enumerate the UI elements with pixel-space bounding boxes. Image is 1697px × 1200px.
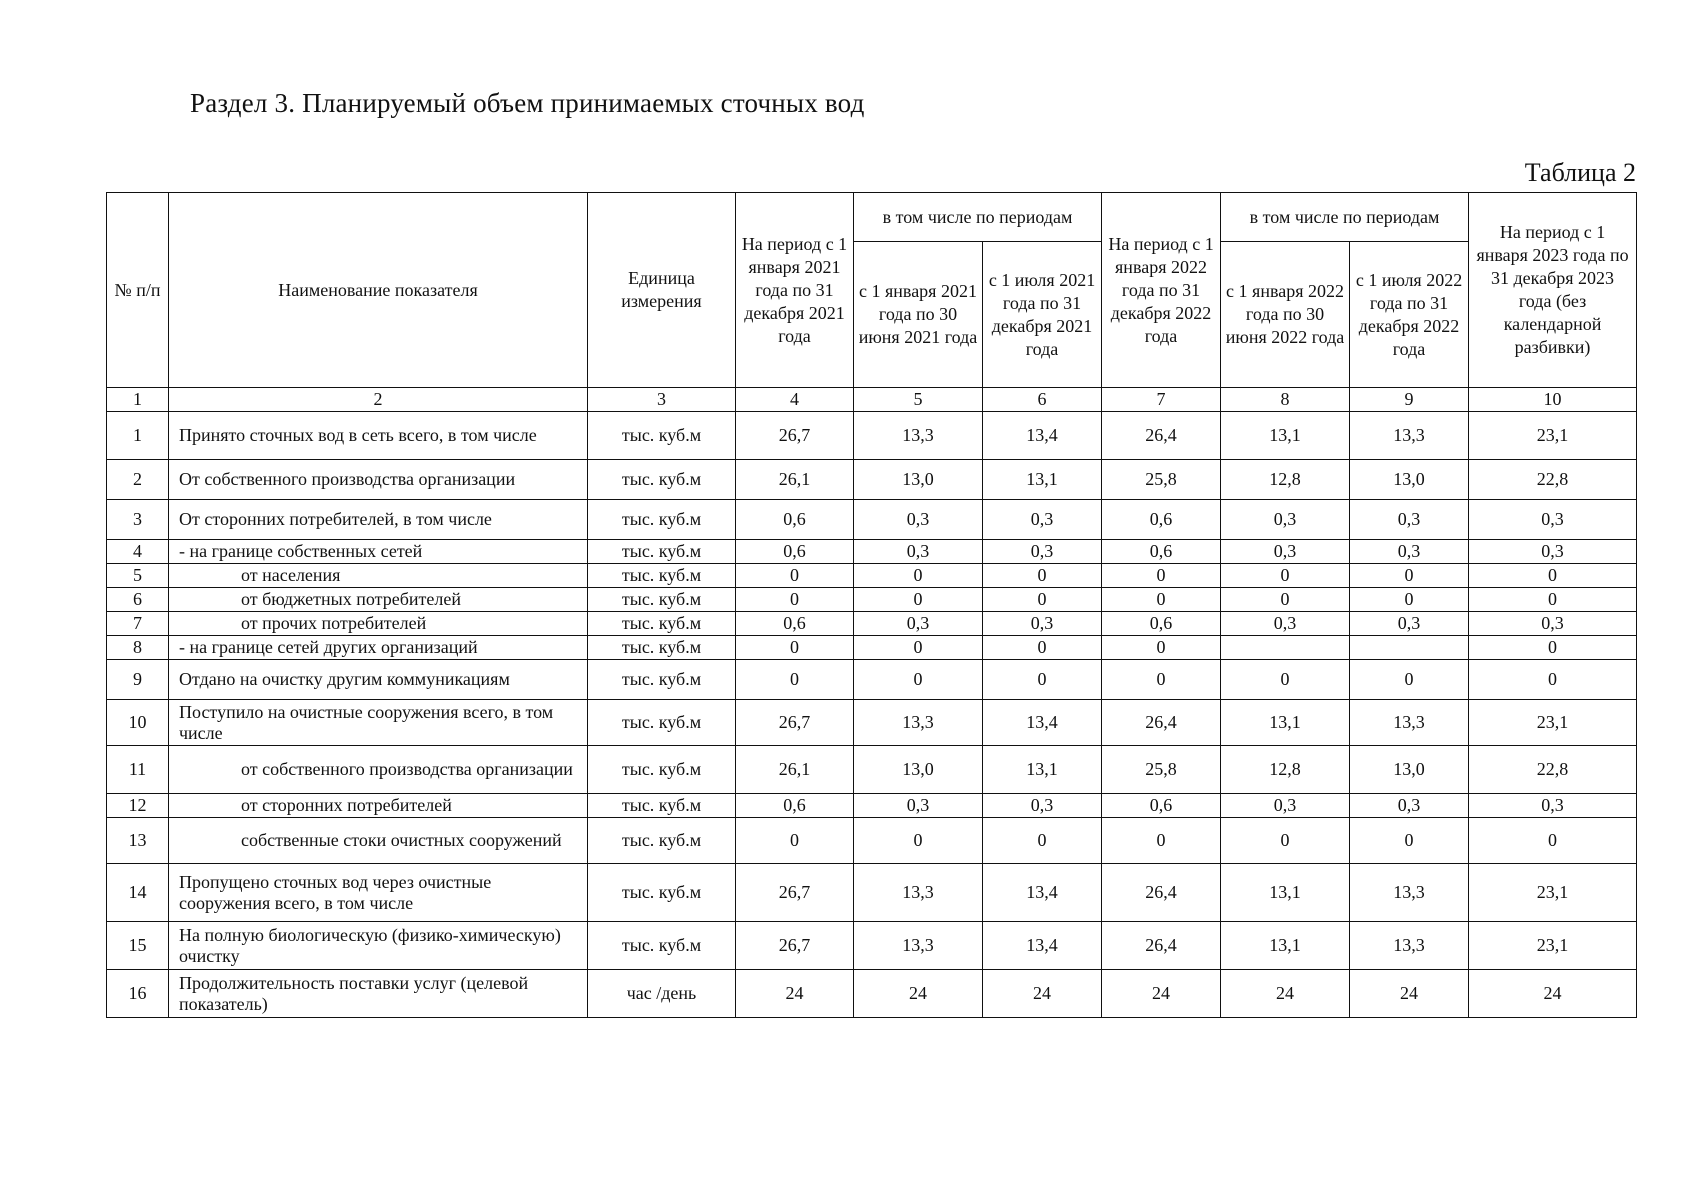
planned-wastewater-table bbox=[106, 192, 1637, 1018]
value-cell: 26,4 bbox=[1102, 700, 1221, 746]
value-cell: 0 bbox=[983, 564, 1102, 588]
column-numbers-row bbox=[107, 388, 1637, 412]
value-cell: 0,3 bbox=[1469, 612, 1637, 636]
table-row bbox=[107, 922, 1637, 970]
value-cell: 0,3 bbox=[1221, 794, 1350, 818]
unit-cell: тыс. куб.м bbox=[588, 700, 736, 746]
value-cell: 24 bbox=[983, 970, 1102, 1018]
value-cell: 0,3 bbox=[1469, 500, 1637, 540]
value-cell: 13,3 bbox=[854, 412, 983, 460]
value-cell: 13,0 bbox=[1350, 460, 1469, 500]
row-number: 12 bbox=[107, 794, 169, 818]
value-cell: 13,4 bbox=[983, 412, 1102, 460]
value-cell: 13,3 bbox=[854, 864, 983, 922]
value-cell: 24 bbox=[1102, 970, 1221, 1018]
value-cell: 0,3 bbox=[983, 794, 1102, 818]
indicator-name: Пропущено сточных вод через очистные сооружения всего, в том числе bbox=[169, 864, 588, 922]
column-number: 5 bbox=[854, 388, 983, 412]
value-cell: 0,3 bbox=[1469, 540, 1637, 564]
value-cell: 0,3 bbox=[854, 794, 983, 818]
value-cell: 25,8 bbox=[1102, 746, 1221, 794]
unit-cell: тыс. куб.м bbox=[588, 864, 736, 922]
indicator-name: Поступило на очистные сооружения всего, в том числе bbox=[169, 700, 588, 746]
value-cell: 26,7 bbox=[736, 700, 854, 746]
value-cell: 0,3 bbox=[983, 500, 1102, 540]
value-cell: 0 bbox=[1102, 636, 1221, 660]
value-cell bbox=[1350, 636, 1469, 660]
unit-cell: тыс. куб.м bbox=[588, 922, 736, 970]
value-cell: 0,3 bbox=[1221, 500, 1350, 540]
value-cell: 23,1 bbox=[1469, 700, 1637, 746]
value-cell: 0 bbox=[736, 818, 854, 864]
value-cell: 13,1 bbox=[1221, 922, 1350, 970]
unit-cell: тыс. куб.м bbox=[588, 588, 736, 612]
value-cell: 23,1 bbox=[1469, 922, 1637, 970]
value-cell: 0 bbox=[983, 660, 1102, 700]
value-cell: 13,3 bbox=[1350, 700, 1469, 746]
value-cell: 24 bbox=[1350, 970, 1469, 1018]
value-cell: 0 bbox=[1469, 564, 1637, 588]
table-row bbox=[107, 500, 1637, 540]
value-cell: 0 bbox=[854, 660, 983, 700]
unit-cell: тыс. куб.м bbox=[588, 746, 736, 794]
row-number: 7 bbox=[107, 612, 169, 636]
value-cell: 0 bbox=[736, 588, 854, 612]
value-cell: 13,4 bbox=[983, 922, 1102, 970]
value-cell: 13,1 bbox=[1221, 412, 1350, 460]
table-row bbox=[107, 700, 1637, 746]
table-row bbox=[107, 612, 1637, 636]
unit-cell: тыс. куб.м bbox=[588, 636, 736, 660]
value-cell: 0,6 bbox=[1102, 794, 1221, 818]
unit-cell: тыс. куб.м bbox=[588, 660, 736, 700]
value-cell: 0 bbox=[983, 636, 1102, 660]
indicator-name: от прочих потребителей bbox=[169, 612, 588, 636]
value-cell: 24 bbox=[736, 970, 854, 1018]
indicator-name: На полную биологическую (физико-химическую) очистку bbox=[169, 922, 588, 970]
value-cell: 0,6 bbox=[736, 500, 854, 540]
unit-cell: тыс. куб.м bbox=[588, 564, 736, 588]
value-cell: 13,0 bbox=[854, 746, 983, 794]
table-row bbox=[107, 564, 1637, 588]
value-cell: 25,8 bbox=[1102, 460, 1221, 500]
row-number: 5 bbox=[107, 564, 169, 588]
indicator-name: - на границе собственных сетей bbox=[169, 540, 588, 564]
value-cell: 13,0 bbox=[1350, 746, 1469, 794]
unit-cell: тыс. куб.м bbox=[588, 794, 736, 818]
value-cell: 0 bbox=[736, 636, 854, 660]
value-cell: 0 bbox=[1102, 660, 1221, 700]
value-cell: 0,3 bbox=[1350, 540, 1469, 564]
value-cell: 0,3 bbox=[1350, 500, 1469, 540]
value-cell: 0,3 bbox=[1350, 612, 1469, 636]
indicator-name: от сторонних потребителей bbox=[169, 794, 588, 818]
indicator-name: Принято сточных вод в сеть всего, в том числе bbox=[169, 412, 588, 460]
table-label: Таблица 2 bbox=[1524, 158, 1636, 187]
table-row bbox=[107, 540, 1637, 564]
header-sub-periods-2021: в том числе по периодам bbox=[854, 193, 1102, 242]
value-cell: 0,6 bbox=[736, 540, 854, 564]
header-period-2023: На период с 1 января 2023 года по 31 декабря 2023 года (без календарной разбивки) bbox=[1469, 193, 1637, 388]
value-cell: 0 bbox=[1469, 818, 1637, 864]
indicator-name: Продолжительность поставки услуг (целевой показатель) bbox=[169, 970, 588, 1018]
value-cell: 0 bbox=[736, 660, 854, 700]
indicator-name: от бюджетных потребителей bbox=[169, 588, 588, 612]
value-cell: 12,8 bbox=[1221, 746, 1350, 794]
value-cell: 0,3 bbox=[1350, 794, 1469, 818]
row-number: 13 bbox=[107, 818, 169, 864]
value-cell: 0 bbox=[1469, 588, 1637, 612]
value-cell: 0 bbox=[1350, 564, 1469, 588]
column-number: 4 bbox=[736, 388, 854, 412]
value-cell: 0 bbox=[1221, 588, 1350, 612]
row-number: 6 bbox=[107, 588, 169, 612]
value-cell: 0 bbox=[854, 588, 983, 612]
unit-cell: тыс. куб.м bbox=[588, 412, 736, 460]
table-row bbox=[107, 864, 1637, 922]
value-cell: 0,3 bbox=[854, 540, 983, 564]
section-title: Раздел 3. Планируемый объем принимаемых сточных вод bbox=[190, 88, 865, 118]
value-cell: 12,8 bbox=[1221, 460, 1350, 500]
value-cell: 0,3 bbox=[854, 500, 983, 540]
column-number: 9 bbox=[1350, 388, 1469, 412]
column-number: 8 bbox=[1221, 388, 1350, 412]
header-unit: Единица измерения bbox=[588, 193, 736, 388]
row-number: 8 bbox=[107, 636, 169, 660]
value-cell: 24 bbox=[854, 970, 983, 1018]
row-number: 9 bbox=[107, 660, 169, 700]
header-2022-h1: с 1 января 2022 года по 30 июня 2022 года bbox=[1221, 242, 1350, 388]
column-number: 1 bbox=[107, 388, 169, 412]
value-cell: 0,3 bbox=[1469, 794, 1637, 818]
header-2022-h2: с 1 июля 2022 года по 31 декабря 2022 года bbox=[1350, 242, 1469, 388]
indicator-name: - на границе сетей других организаций bbox=[169, 636, 588, 660]
table-row bbox=[107, 412, 1637, 460]
column-number: 7 bbox=[1102, 388, 1221, 412]
table-row bbox=[107, 794, 1637, 818]
header-num: № п/п bbox=[107, 193, 169, 388]
table-row bbox=[107, 818, 1637, 864]
table-row bbox=[107, 636, 1637, 660]
unit-cell: тыс. куб.м bbox=[588, 460, 736, 500]
table-row bbox=[107, 660, 1637, 700]
value-cell: 26,1 bbox=[736, 746, 854, 794]
indicator-name: Отдано на очистку другим коммуникациям bbox=[169, 660, 588, 700]
value-cell: 26,4 bbox=[1102, 922, 1221, 970]
value-cell: 26,7 bbox=[736, 864, 854, 922]
value-cell: 0 bbox=[1102, 564, 1221, 588]
row-number: 3 bbox=[107, 500, 169, 540]
value-cell: 0 bbox=[1102, 818, 1221, 864]
value-cell: 22,8 bbox=[1469, 746, 1637, 794]
value-cell: 13,1 bbox=[983, 460, 1102, 500]
value-cell: 0 bbox=[1469, 636, 1637, 660]
indicator-name: От собственного производства организации bbox=[169, 460, 588, 500]
value-cell: 13,4 bbox=[983, 700, 1102, 746]
value-cell: 13,4 bbox=[983, 864, 1102, 922]
value-cell: 23,1 bbox=[1469, 412, 1637, 460]
table-row bbox=[107, 746, 1637, 794]
value-cell: 24 bbox=[1469, 970, 1637, 1018]
unit-cell: тыс. куб.м bbox=[588, 612, 736, 636]
value-cell: 13,1 bbox=[1221, 700, 1350, 746]
value-cell: 0,3 bbox=[1221, 612, 1350, 636]
unit-cell: тыс. куб.м bbox=[588, 500, 736, 540]
value-cell: 0 bbox=[1221, 818, 1350, 864]
value-cell: 13,1 bbox=[1221, 864, 1350, 922]
unit-cell: тыс. куб.м bbox=[588, 540, 736, 564]
row-number: 16 bbox=[107, 970, 169, 1018]
value-cell: 0 bbox=[854, 564, 983, 588]
value-cell: 0 bbox=[736, 564, 854, 588]
indicator-name: От сторонних потребителей, в том числе bbox=[169, 500, 588, 540]
value-cell: 0 bbox=[1221, 660, 1350, 700]
value-cell: 26,1 bbox=[736, 460, 854, 500]
header-period-2022: На период с 1 января 2022 года по 31 декабря 2022 года bbox=[1102, 193, 1221, 388]
row-number: 11 bbox=[107, 746, 169, 794]
row-number: 4 bbox=[107, 540, 169, 564]
table-row bbox=[107, 588, 1637, 612]
row-number: 14 bbox=[107, 864, 169, 922]
header-2021-h1: с 1 января 2021 года по 30 июня 2021 года bbox=[854, 242, 983, 388]
table-row bbox=[107, 970, 1637, 1018]
value-cell: 0,6 bbox=[1102, 540, 1221, 564]
table-row bbox=[107, 460, 1637, 500]
value-cell: 26,4 bbox=[1102, 412, 1221, 460]
value-cell: 26,4 bbox=[1102, 864, 1221, 922]
value-cell: 0 bbox=[1221, 564, 1350, 588]
value-cell: 26,7 bbox=[736, 922, 854, 970]
value-cell: 0 bbox=[1350, 588, 1469, 612]
value-cell: 0 bbox=[854, 636, 983, 660]
indicator-name: от собственного производства организации bbox=[169, 746, 588, 794]
value-cell: 13,3 bbox=[1350, 922, 1469, 970]
value-cell bbox=[1221, 636, 1350, 660]
value-cell: 0,3 bbox=[1221, 540, 1350, 564]
value-cell: 0 bbox=[983, 588, 1102, 612]
value-cell: 13,3 bbox=[1350, 864, 1469, 922]
value-cell: 0,6 bbox=[736, 794, 854, 818]
value-cell: 0,6 bbox=[1102, 612, 1221, 636]
header-name: Наименование показателя bbox=[169, 193, 588, 388]
value-cell: 13,1 bbox=[983, 746, 1102, 794]
value-cell: 0,6 bbox=[736, 612, 854, 636]
value-cell: 0 bbox=[983, 818, 1102, 864]
value-cell: 0 bbox=[1102, 588, 1221, 612]
header-2021-h2: с 1 июля 2021 года по 31 декабря 2021 года bbox=[983, 242, 1102, 388]
value-cell: 13,3 bbox=[854, 700, 983, 746]
unit-cell: час /день bbox=[588, 970, 736, 1018]
value-cell: 0 bbox=[1469, 660, 1637, 700]
indicator-name: собственные стоки очистных сооружений bbox=[169, 818, 588, 864]
value-cell: 0,3 bbox=[983, 612, 1102, 636]
row-number: 1 bbox=[107, 412, 169, 460]
value-cell: 0,6 bbox=[1102, 500, 1221, 540]
column-number: 2 bbox=[169, 388, 588, 412]
indicator-name: от населения bbox=[169, 564, 588, 588]
row-number: 10 bbox=[107, 700, 169, 746]
value-cell: 0 bbox=[1350, 660, 1469, 700]
column-number: 10 bbox=[1469, 388, 1637, 412]
unit-cell: тыс. куб.м bbox=[588, 818, 736, 864]
header-sub-periods-2022: в том числе по периодам bbox=[1221, 193, 1469, 242]
column-number: 6 bbox=[983, 388, 1102, 412]
column-number: 3 bbox=[588, 388, 736, 412]
value-cell: 13,0 bbox=[854, 460, 983, 500]
value-cell: 0,3 bbox=[854, 612, 983, 636]
value-cell: 13,3 bbox=[1350, 412, 1469, 460]
value-cell: 0,3 bbox=[983, 540, 1102, 564]
value-cell: 26,7 bbox=[736, 412, 854, 460]
row-number: 15 bbox=[107, 922, 169, 970]
value-cell: 13,3 bbox=[854, 922, 983, 970]
value-cell: 22,8 bbox=[1469, 460, 1637, 500]
value-cell: 24 bbox=[1221, 970, 1350, 1018]
value-cell: 0 bbox=[1350, 818, 1469, 864]
row-number: 2 bbox=[107, 460, 169, 500]
value-cell: 23,1 bbox=[1469, 864, 1637, 922]
value-cell: 0 bbox=[854, 818, 983, 864]
header-period-2021: На период с 1 января 2021 года по 31 декабря 2021 года bbox=[736, 193, 854, 388]
